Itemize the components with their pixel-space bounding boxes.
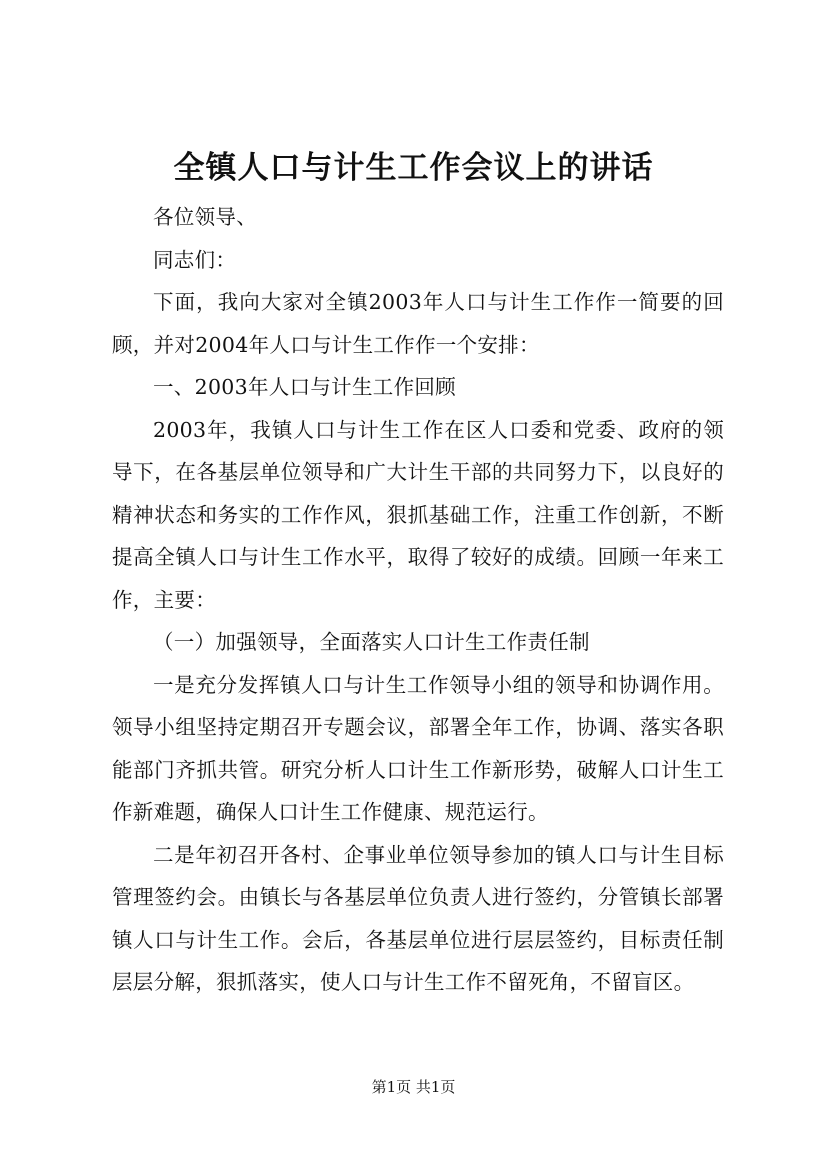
page-footer: 第1页 共1页 — [371, 1078, 456, 1096]
point-two-paragraph: 二是年初召开各村、企事业单位领导参加的镇人口与计生目标管理签约会。由镇长与各基层单位负责人进行签约，分管镇长部署镇人口与计生工作。会后，各基层单位进行层层签约，目标责任制层层分解，狠抓落实，使人口与计生工作不留死角，不留盲区。 — [112, 842, 724, 994]
document-title: 全镇人口与计生工作会议上的讲话 — [173, 150, 654, 186]
intro-paragraph: 下面，我向大家对全镇2003年人口与计生工作作一简要的回顾，并对2004年人口与计生工作作一个安排： — [112, 290, 724, 357]
point-one-paragraph: 一是充分发挥镇人口与计生工作领导小组的领导和协调作用。领导小组坚持定期召开专题会议，部署全年工作，协调、落实各职能部门齐抓共管。研究分析人口计生工作新形势，破解人口计生工作新难题，确保人口计生工作健康、规范运行。 — [112, 672, 724, 824]
review-paragraph: 2003年，我镇人口与计生工作在区人口委和党委、政府的领导下，在各基层单位领导和广大计生干部的共同努力下，以良好的精神状态和务实的工作作风，狠抓基础工作，注重工作创新，不断提高全镇人口与计生工作水平，取得了较好的成绩。回顾一年来工作，主要： — [112, 417, 724, 612]
document-body — [112, 196, 724, 1004]
salutation-line-1: 各位领导、 — [153, 205, 257, 229]
salutation-line-2: 同志们： — [153, 247, 237, 272]
subsection-heading-1: （一）加强领导，全面落实人口计生工作责任制 — [153, 630, 590, 654]
section-heading-1: 一、2003年人口与计生工作回顾 — [153, 375, 456, 399]
